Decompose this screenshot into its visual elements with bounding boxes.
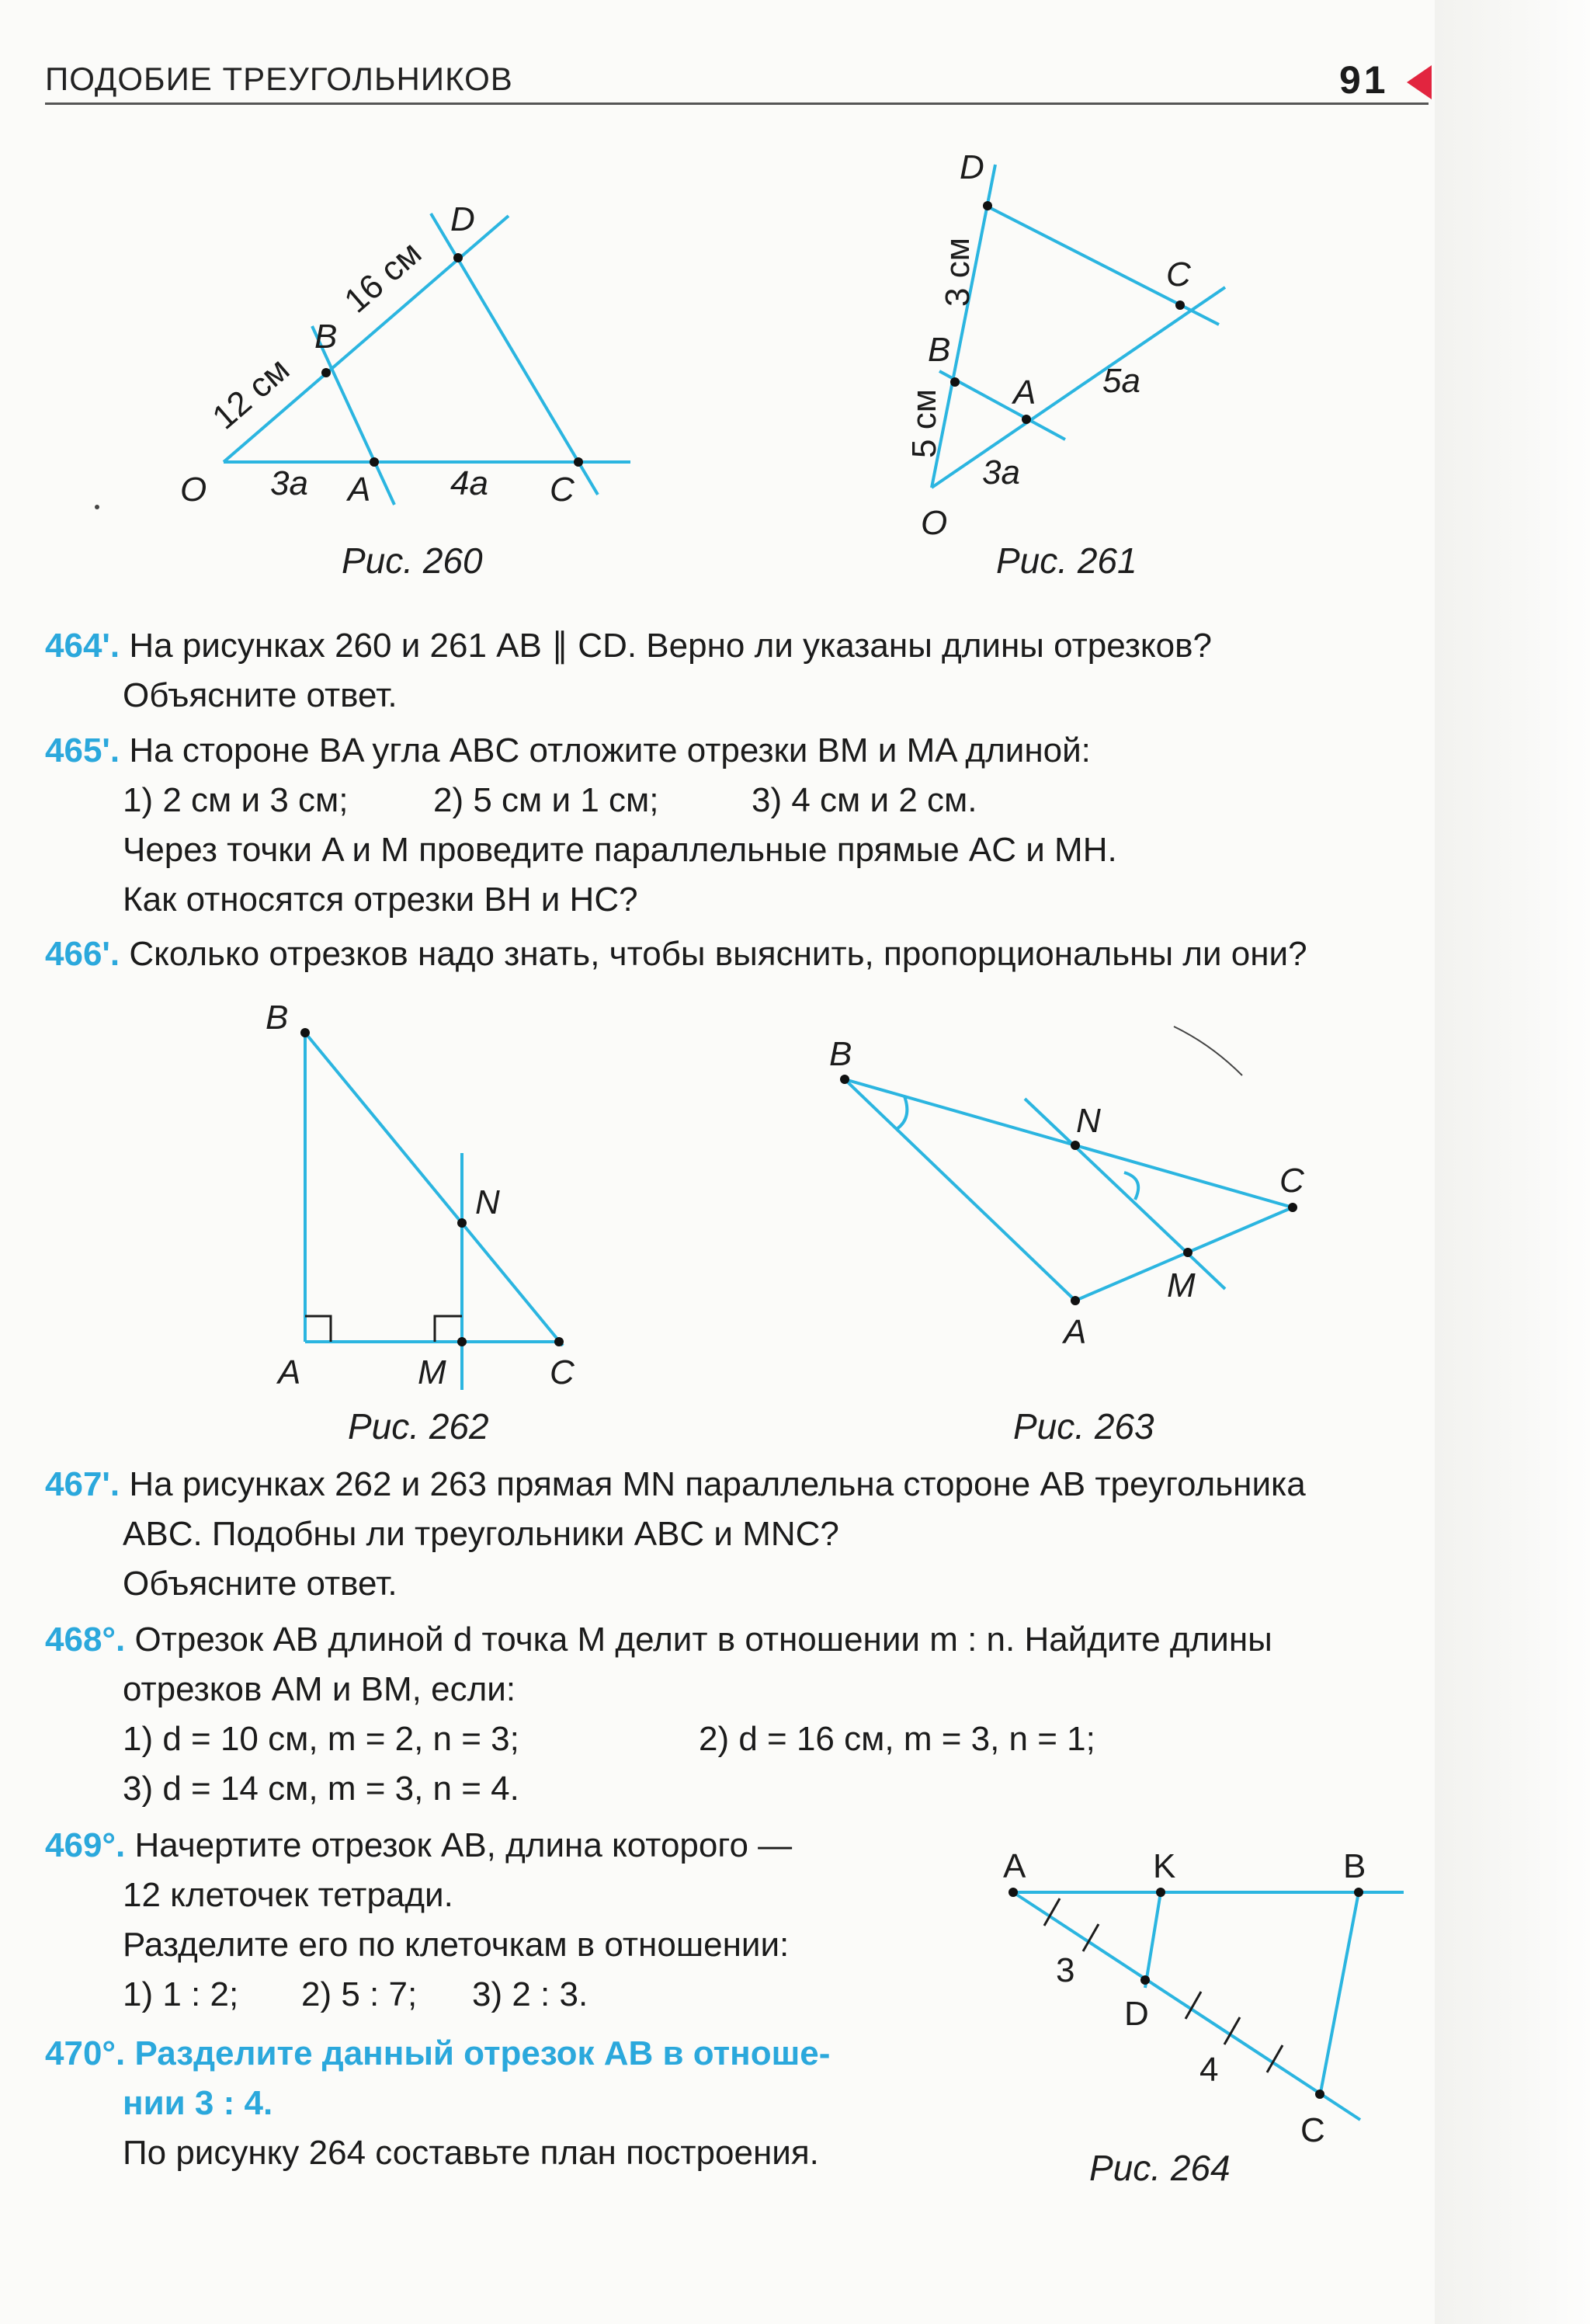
label-c: C (1300, 2111, 1325, 2149)
label-ac-length: 5a (1102, 362, 1140, 400)
task-text: На стороне BA угла ABC отложите отрезки BM и MA длиной: (129, 731, 1091, 769)
task-text: 12 клеточек тетради. (123, 1876, 453, 1914)
label-b: B (266, 999, 289, 1037)
task-text-highlight: нии 3 : 4. (123, 2084, 273, 2122)
caption-260: Рис. 260 (342, 540, 483, 581)
task-text: Начертите отрезок AB, длина которого — (134, 1826, 793, 1864)
task-text: отрезков AM и BM, если: (123, 1670, 516, 1708)
label-ob-length: 12 см (205, 350, 297, 437)
caption-263: Рис. 263 (1013, 1406, 1154, 1447)
task-text-highlight: Разделите данный отрезок AB в отноше- (134, 2034, 831, 2072)
option-3: 3) 2 : 3. (472, 1975, 588, 2013)
label-bd-length: 16 см (337, 234, 429, 321)
point-a (1009, 1888, 1018, 1897)
label-n: N (475, 1183, 500, 1221)
label-d: D (1124, 1995, 1149, 2033)
line-bc (1320, 1892, 1359, 2096)
task-text: ABC. Подобны ли треугольники ABC и MNC? (123, 1515, 839, 1553)
running-header-title: ПОДОБИЕ ТРЕУГОЛЬНИКОВ (45, 61, 513, 97)
label-three: 3 (1056, 1951, 1075, 1989)
label-bo-length: 5 см (905, 389, 943, 458)
page-number: 91 (1339, 58, 1389, 102)
label-four: 4 (1199, 2051, 1219, 2089)
label-a: A (1003, 1847, 1026, 1885)
label-a: A (348, 471, 371, 509)
label-b: B (314, 318, 338, 356)
option-3: 3) d = 14 см, m = 3, n = 4. (123, 1770, 519, 1808)
option-3: 3) 4 см и 2 см. (752, 781, 977, 819)
task-number: 467'. (45, 1465, 120, 1503)
task-text: Сколько отрезков надо знать, чтобы выяснить, пропорциональны ли они? (129, 935, 1307, 973)
line-kd (1145, 1892, 1161, 1988)
label-b: B (1343, 1847, 1366, 1885)
label-k: K (1153, 1847, 1176, 1885)
caption-264: Рис. 264 (1089, 2148, 1231, 2188)
caption-262: Рис. 262 (348, 1406, 489, 1447)
label-c: C (550, 471, 575, 509)
label-c: C (1279, 1162, 1304, 1200)
label-m: M (418, 1353, 446, 1391)
option-2: 2) 5 см и 1 см; (433, 781, 659, 819)
task-number: 470°. (45, 2034, 126, 2072)
label-a: A (278, 1353, 301, 1391)
task-number: 466'. (45, 935, 120, 973)
label-c: C (1166, 255, 1191, 294)
task-number: 464'. (45, 627, 120, 665)
label-db-length: 3 см (939, 238, 977, 307)
option-1: 1) d = 10 см, m = 2, n = 3; (123, 1720, 519, 1758)
task-text: Объясните ответ. (123, 676, 398, 714)
page-edge-shadow (1435, 0, 1590, 2324)
label-n: N (1076, 1102, 1101, 1140)
label-o: O (921, 504, 948, 542)
point-b (1354, 1888, 1363, 1897)
caption-261: Рис. 261 (996, 540, 1137, 581)
option-2: 2) d = 16 см, m = 3, n = 1; (699, 1720, 1095, 1758)
label-b: B (829, 1035, 852, 1073)
label-m: M (1167, 1266, 1196, 1304)
task-text: Через точки A и M проведите параллельные прямые AC и MH. (123, 831, 1117, 869)
label-ac-length: 4a (450, 464, 488, 502)
task-text: Как относятся отрезки BH и HC? (123, 881, 638, 919)
label-o: O (180, 471, 207, 509)
label-a: A (1013, 373, 1036, 412)
point-d (1140, 1975, 1150, 1985)
label-d: D (450, 200, 475, 238)
task-text: На рисунках 260 и 261 AB ∥ CD. Верно ли указаны длины отрезков? (129, 627, 1212, 665)
task-text: Отрезок AB длиной d точка M делит в отношении m : n. Найдите длины (134, 1621, 1272, 1659)
option-1: 1) 1 : 2; (123, 1975, 239, 2013)
task-text: Разделите его по клеточкам в отношении: (123, 1926, 790, 1964)
task-text: На рисунках 262 и 263 прямая MN параллельна стороне AB треугольника (129, 1465, 1306, 1503)
task-number: 468°. (45, 1621, 126, 1659)
label-d: D (960, 148, 984, 186)
label-a: A (1064, 1313, 1087, 1351)
label-oa-length: 3a (270, 464, 308, 502)
label-b: B (928, 331, 951, 369)
ray-ac (1013, 1892, 1360, 2120)
point-k (1156, 1888, 1165, 1897)
task-number: 469°. (45, 1826, 126, 1864)
point-c (1315, 2090, 1324, 2099)
label-oa-length: 3a (982, 453, 1020, 492)
option-1: 1) 2 см и 3 см; (123, 781, 349, 819)
task-number: 465'. (45, 731, 120, 769)
option-2: 2) 5 : 7; (301, 1975, 418, 2013)
label-c: C (550, 1353, 575, 1391)
task-text: Объясните ответ. (123, 1565, 398, 1603)
task-text: По рисунку 264 составьте план построения. (123, 2134, 819, 2172)
